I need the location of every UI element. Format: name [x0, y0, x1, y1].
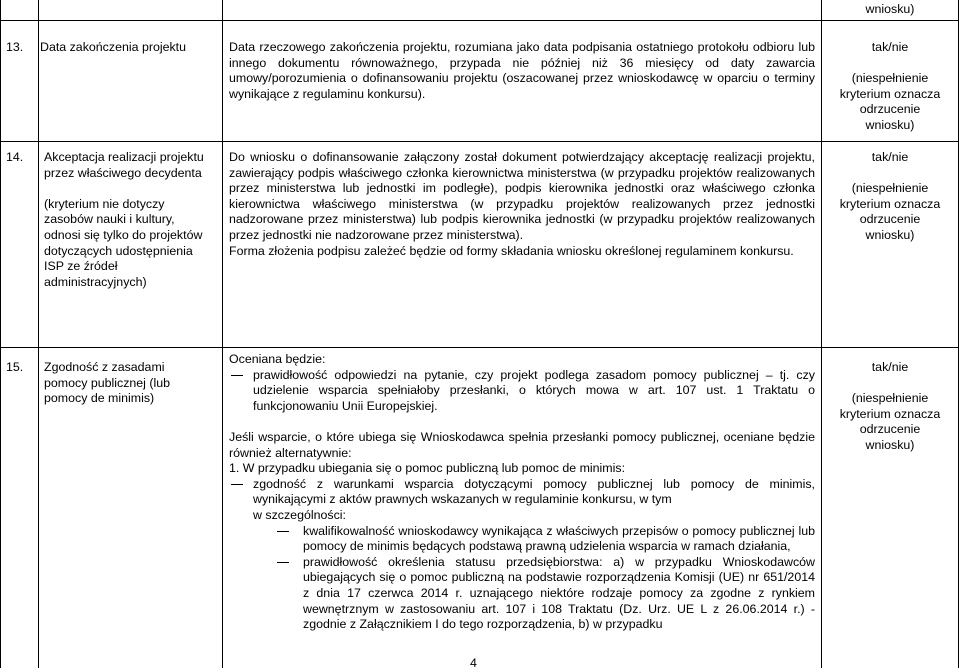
- column-divider-number: [38, 0, 39, 668]
- requirement-tail: wniosku): [865, 2, 915, 16]
- requirement-line: (niespełnienie: [851, 71, 929, 86]
- requirement-line: odrzucenie: [859, 212, 921, 227]
- row-number: 13.: [6, 40, 24, 54]
- requirement-line: kryterium oznacza: [839, 86, 941, 101]
- description-paragraph: Do wniosku o dofinansowanie załączony został dokument potwierdzający akceptację realizacji projektu, zawierający podpis właściwego członka kierownictwa ministerstwa (w przypadku projektów realizowanych przez ministerstwa lub jednostki im podległe), podpis kierownika jednostki oraz właściwego członka kierownictwa właściwego ministerstwa (w przypadku projektów realizowanych przez jednostki nadzorowane przez ministerstwa) lub podpis kierownika jednostki (w przypadku projektów realizowanych przez jednostki nie nadzorowane przez ministerstwa).: [229, 150, 815, 242]
- description-bullet: zgodność z warunkami wsparcia dotyczącymi pomocy publicznej lub pomocy de minimis, wynikającymi z aktów prawnych wskazanych w regulaminie konkursu, w tym: [229, 477, 815, 508]
- description-bullet: prawidłowość odpowiedzi na pytanie, czy projekt podlega zasadom pomocy publicznej – tj. czy udzielenie wsparcia spełniałoby przesłanki, o których mowa w art. 107 ust. 1 Traktatu o funkcjonowaniu Unii Europejskiej.: [229, 368, 815, 415]
- description-paragraph: Jeśli wsparcie, o które ubiega się Wnioskodawca spełnia przesłanki pomocy publicznej, oceniane będzie również alternatywnie:: [229, 429, 815, 460]
- page-number: 4: [470, 656, 477, 670]
- row-number: 14.: [6, 150, 24, 164]
- requirement-cell: [827, 150, 953, 244]
- description-intro: Oceniana będzie:: [229, 352, 326, 366]
- requirement-line: (niespełnienie: [851, 391, 929, 406]
- requirement-line: wniosku): [865, 117, 915, 132]
- criterion-description: [229, 150, 815, 259]
- description-subintro: w szczególności:: [253, 507, 346, 522]
- criterion-title: Akceptacja realizacji projektu przez właściwego decydenta: [44, 150, 204, 180]
- criterion-name: Data zakończenia projektu: [40, 40, 187, 54]
- requirement-line: wniosku): [865, 437, 915, 452]
- table-border-left: [0, 0, 1, 668]
- requirement-cell: [827, 40, 953, 134]
- description-spacer: [229, 414, 815, 430]
- criterion-note: (kryterium nie dotyczy zasobów nauki i kultury, odnosi się tylko do projektów dotyczących udostępnienia ISP ze źródeł administracyjnych): [44, 196, 203, 289]
- column-divider-criterion: [222, 0, 223, 668]
- requirement-line: [827, 166, 953, 182]
- row-number: 15.: [6, 360, 24, 374]
- criterion-spacer: [44, 181, 214, 197]
- requirement-cell: [827, 360, 953, 454]
- requirement-line: kryterium oznacza: [839, 196, 941, 211]
- row-border: [0, 347, 959, 348]
- description-subbullet: kwalifikowalność wnioskodawcy wynikająca z właściwych przepisów o pomocy publicznej lub pomocy de minimis będących podstawą prawną udzielenia wsparcia w ramach działania,: [229, 524, 815, 555]
- requirement-line: tak/nie: [871, 150, 909, 164]
- requirement-line: (niespełnienie: [851, 181, 929, 196]
- criterion-name: [44, 150, 214, 290]
- row-border: [0, 141, 959, 142]
- requirement-line: wniosku): [865, 227, 915, 242]
- requirement-line: odrzucenie: [859, 102, 921, 117]
- description-paragraph: Forma złożenia podpisu zależeć będzie od formy składania wniosku określonej regulaminem konkursu.: [229, 243, 794, 258]
- requirement-line: [827, 56, 953, 72]
- column-divider-description: [821, 0, 822, 668]
- requirement-line: [827, 376, 953, 392]
- description-subbullet: prawidłowość określenia statusu przedsiębiorstwa: a) w przypadku Wnioskodawców ubiegających się o pomoc publiczną na podstawie rozporządzenia Komisji (UE) nr 651/2014 z dnia 17 czerwca 2014 r. uznającego niektóre rodzaje pomocy za zgodne z rynkiem wewnętrznym w zastosowaniu art. 107 i 108 Traktatu (Dz. Urz. UE L z 26.06.2014 r.) - zgodnie z Załącznikiem I do tego rozporządzenia, b) w przypadku: [229, 555, 815, 633]
- description-item: 1. W przypadku ubiegania się o pomoc publiczną lub pomoc de minimis:: [229, 461, 626, 476]
- criterion-name: Zgodność z zasadami pomocy publicznej (lub pomocy de minimis): [44, 360, 171, 406]
- row-border: [0, 20, 959, 21]
- requirement-line: tak/nie: [871, 360, 909, 374]
- requirement-line: odrzucenie: [859, 422, 921, 437]
- requirement-line: tak/nie: [871, 40, 909, 54]
- criterion-description: [229, 352, 815, 633]
- criterion-description: Data rzeczowego zakończenia projektu, rozumiana jako data podpisania ostatniego protokołu odbioru lub innego dokumentu równoważnego, przypada nie później niż 36 miesięcy od daty zawarcia umowy/porozumienia o dofinansowaniu projektu (oszacowanej przez wnioskodawcę w oparciu o terminy wynikające z regulaminu konkursu).: [229, 40, 815, 101]
- requirement-line: kryterium oznacza: [839, 406, 941, 421]
